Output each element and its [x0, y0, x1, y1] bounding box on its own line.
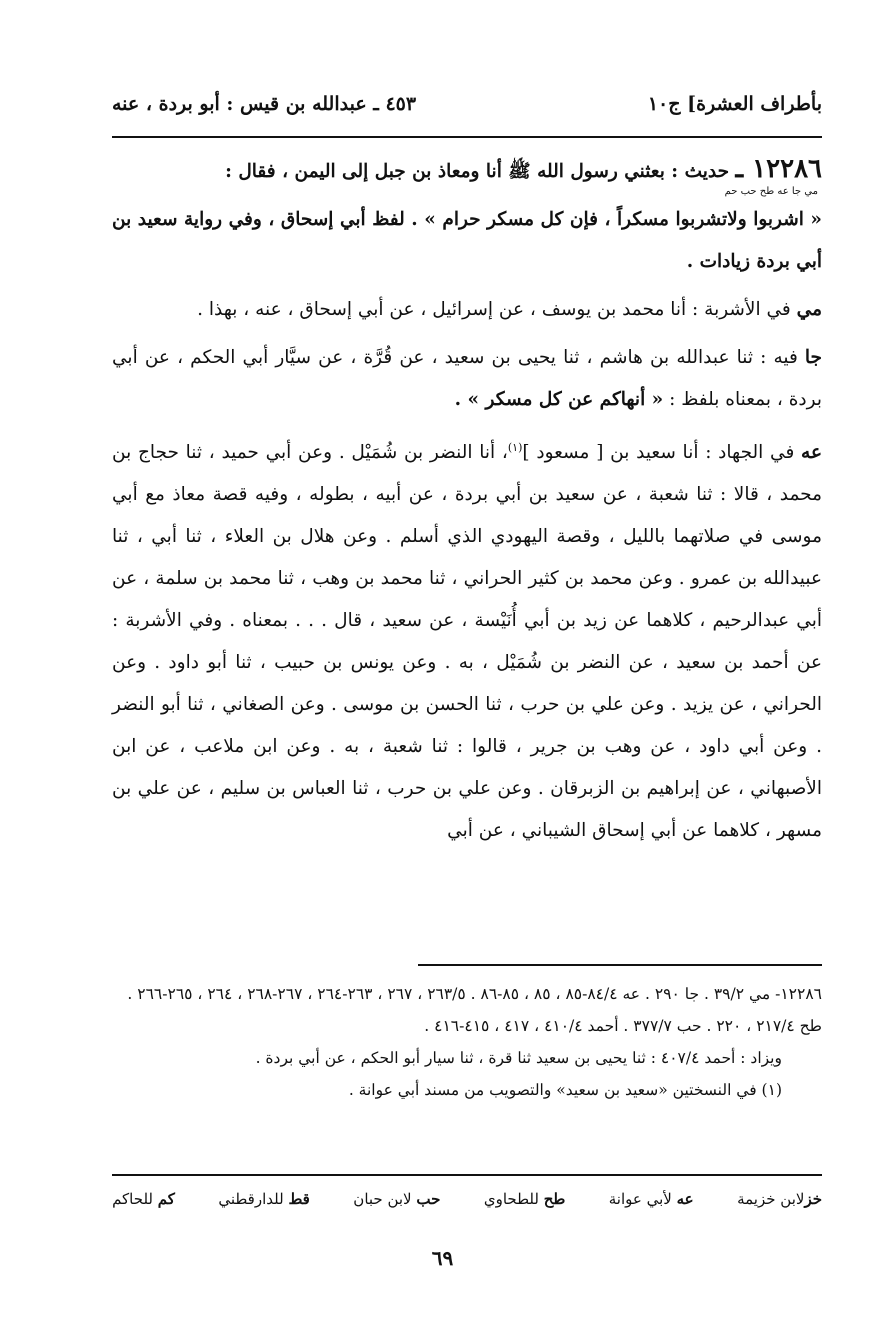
paragraph-ah [112, 427, 822, 852]
paragraph-mi-text: في الأشربة : أنا محمد بن يوسف ، عن إسرائيل ، عن أبي إسحاق ، عنه ، بهذا . [197, 299, 791, 320]
abbr-item: خزلابن خزيمة [737, 1190, 822, 1208]
notes-section [112, 978, 822, 1106]
paragraph-ah-text-rest: ، أنا النضر بن شُمَيْل . وعن أبي حميد ، ثنا حجاج بن محمد ، قالا : ثنا شعبة ، عن سعيد بن أبي بردة ، عن أبيه ، بطوله ، وفيه قصة معاذ مع أبي موسى في صلاتهما بالليل ، وقصة اليهودي الذي أسلم . وعن هلال بن العلاء ، ثنا أبي ، ثنا عبيدالله بن عمرو . وعن محمد بن كثير الحراني ، ثنا محمد بن وهب ، ثنا محمد بن سلمة ، عن أبي عبدالرحيم ، كلاهما عن زيد بن أبي أُنَيْسة ، عن سعيد ، قال . . . بمعناه . وفي الأشربة : عن أحمد بن سعيد ، عن النضر بن شُمَيْل ، به . وعن يونس بن حبيب ، ثنا أبو داود . وعن الحراني ، عن يزيد . وعن علي بن حرب ، ثنا الحسن بن موسى . وعن الصغاني ، ثنا أبو النضر . وعن أبي داود ، عن وهب بن جرير ، قالوا : ثنا شعبة ، به . وعن ابن ملاعب ، عن ابن الأصبهاني ، عن إبراهيم بن الزبرقان . وعن علي بن حرب ، ثنا العباس بن سليم ، عن علي بن مسهر ، كلاهما عن أبي إسحاق الشيباني ، عن أبي [112, 442, 822, 842]
abbr-item: كم للحاكم [112, 1190, 175, 1208]
abbr-item: عه لأبي عوانة [608, 1190, 694, 1208]
running-header [112, 84, 822, 124]
reference-note: ١٢٢٨٦- مي ٣٩/٢ . جا ٢٩٠ . عه ٨٤/٤-٨٥ ، ٨٥ ، ٨٥-٨٦ . ٢٦٣/٥ ، ٢٦٧ ، ٢٦٣-٢٦٤ ، ٢٦٧-٢٦٨ ، ٢٦٤ ، ٢٦٥-٢٦٦ . طح ٢١٧/٤ ، ٢٢٠ . حب ٣٧٧/٧ . أحمد ٤١٠/٤ ، ٤١٧ ، ٤١٥-٤١٦ . [127, 985, 822, 1035]
header-rule [112, 136, 822, 138]
hadith-matn: « اشربوا ولاتشربوا مسكراً ، فإن كل مسكر حرام » . لفظ أبي إسحاق ، وفي رواية سعيد بن أبي بردة زيادات . [112, 209, 822, 272]
footnote-rule [418, 964, 822, 966]
paragraph-ja [112, 337, 822, 421]
abbr-item: طح للطحاوي [483, 1190, 566, 1208]
abbreviations-rule [112, 1174, 822, 1176]
page-number: ٦٩ [431, 1246, 454, 1270]
footnote-ref: (١) [507, 441, 523, 454]
paragraph-ja-quote: « أنهاكم عن كل مسكر » . [454, 389, 664, 410]
source-code-ah: عه [801, 442, 822, 464]
paragraph-mi [112, 289, 822, 331]
hadith-number: ١٢٢٨٦ ـ [735, 154, 822, 184]
abbr-item: حب لابن حبان [353, 1190, 441, 1208]
hadith-opening-text: حديث : بعثني رسول الله ﷺ أنا ومعاذ بن جبل إلى اليمن ، فقال : [225, 161, 730, 182]
paragraph-ja-text: فيه : ثنا عبدالله بن هاشم ، ثنا يحيى بن سعيد ، عن قُرَّة ، عن سيَّار أبي الحكم ، عن أبي بردة ، بمعناه بلفظ : [112, 347, 822, 410]
abbr-item: قط للدارقطني [218, 1190, 310, 1208]
source-code-mi: مي [796, 299, 822, 320]
header-book-title: بأطراف العشرة] ج١٠ [647, 93, 822, 115]
source-code-ja: جا [804, 347, 822, 368]
abbreviations-key [112, 1190, 822, 1208]
header-section-title: ٤٥٣ ـ عبدالله بن قيس : أبو بردة ، عنه [112, 93, 417, 115]
footnote-1: (١) في النسختين «سعيد بن سعيد» والتصويب من مسند أبي عوانة . [348, 1081, 782, 1099]
sigla-line: مي جا عه طح حب حم [724, 186, 818, 197]
addition-note: ويزاد : أحمد ٤٠٧/٤ : ثنا يحيى بن سعيد ثنا قرة ، ثنا سيار أبو الحكم ، عن أبي بردة . [255, 1049, 782, 1067]
paragraph-ah-text-start: في الجهاد : أنا سعيد بن [ مسعود ] [522, 442, 795, 464]
main-text [112, 148, 822, 852]
